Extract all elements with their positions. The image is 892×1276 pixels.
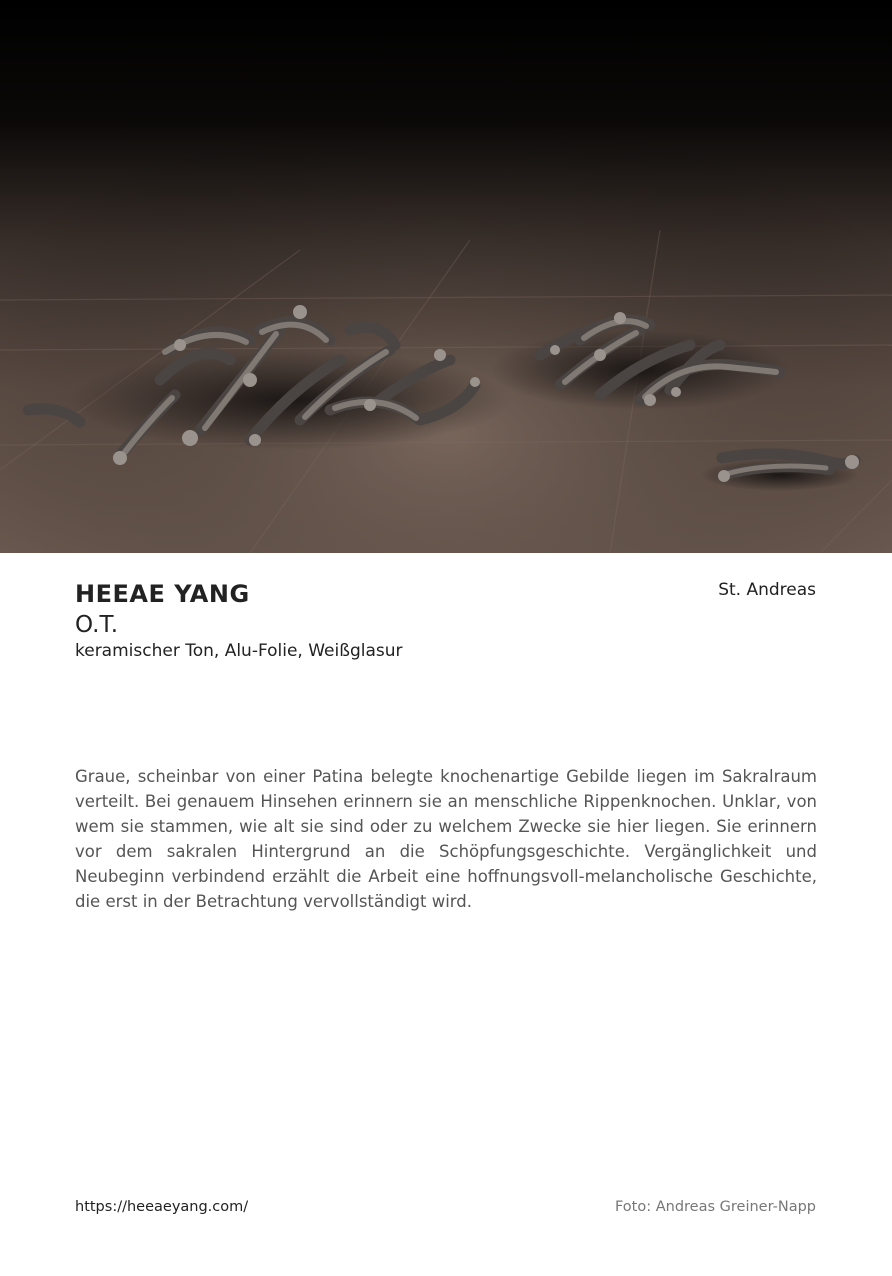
artist-name: HEEAE YANG — [75, 580, 250, 608]
artwork-title: O.T. — [75, 612, 119, 638]
artwork-materials: keramischer Ton, Alu-Folie, Weißglasur — [75, 641, 403, 661]
artwork-description: Graue, scheinbar von einer Patina belegte knochenartige Gebilde liegen im Sakralraum verteilt. Bei genauem Hinsehen erinnern sie an menschliche Rippenknochen. Unklar, von wem sie stammen, wie alt sie sind oder zu welchem Zwecke sie hier liegen. Sie erinnern vor dem sakralen Hintergrund an die Schöpfungsgeschichte. Vergänglichkeit und Neubeginn verbindend erzählt die Arbeit eine hoffnungsvoll-melancholische Geschichte, die erst in der Betrachtung vervollständigt wird. — [75, 767, 817, 911]
exhibition-location: St. Andreas — [718, 580, 816, 600]
artist-website-link[interactable]: https://heeaeyang.com/ — [75, 1199, 249, 1215]
artwork-photo — [0, 0, 892, 553]
photo-credit: Foto: Andreas Greiner-Napp — [614, 1199, 816, 1215]
